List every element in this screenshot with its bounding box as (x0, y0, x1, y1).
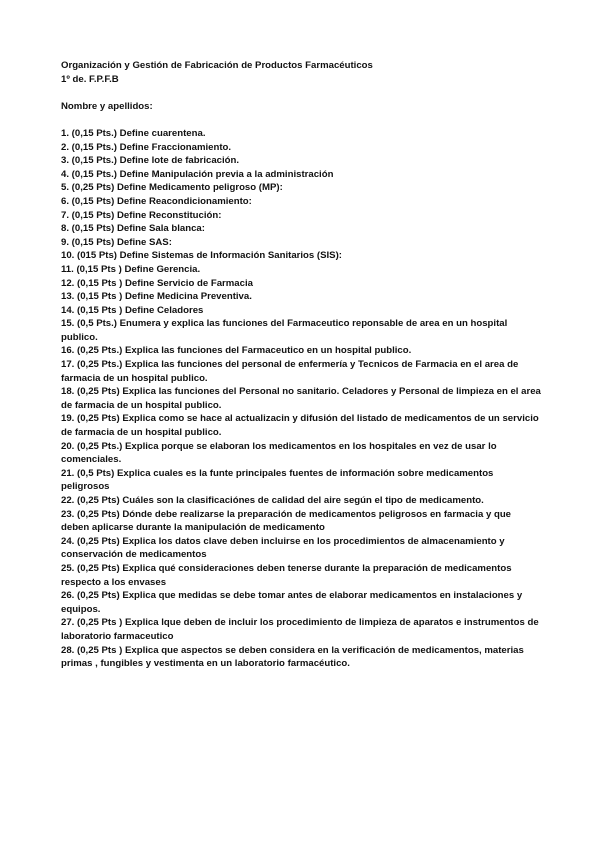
exam-page (61, 59, 541, 671)
question-28: 28. (0,25 Pts ) Explica que aspectos se deben considera en la verificación de medicamentos, materias primas , fungibles y vestimenta en un laboratorio farmacéutico. (61, 644, 524, 670)
document-title: Organización y Gestión de Fabricación de Productos Farmacéuticos (61, 60, 373, 71)
question-27: 27. (0,25 Pts ) Explica lque deben de incluir los procedimiento de limpieza de aparatos e instrumentos de laboratorio farmaceutico (61, 617, 539, 642)
question-11: 11. (0,15 Pts ) Define Gerencia. (61, 263, 201, 275)
question-7: 7. (0,15 Pts) Define Reconstitución: (61, 209, 222, 221)
question-22: 22. (0,25 Pts) Cuáles son la clasificaciónes de calidad del aire según el tipo de medicamento. (61, 495, 484, 506)
question-9: 9. (0,15 Pts) Define SAS: (61, 236, 172, 248)
question-26: 26. (0,25 Pts) Explica que medidas se debe tomar antes de elaborar medicamentos en instalaciones y equipos. (61, 590, 523, 615)
question-14: 14. (0,15 Pts ) Define Celadores (61, 304, 204, 316)
question-23: 23. (0,25 Pts) Dónde debe realizarse la preparación de medicamentos peligrosos en farmacia y que deben aplicarse durante la manipulación de medicamento (61, 508, 512, 534)
question-6: 6. (0,15 Pts) Define Reacondicionamiento: (61, 195, 252, 207)
question-8: 8. (0,15 Pts) Define Sala blanca: (61, 223, 205, 235)
question-list (61, 127, 541, 671)
question-4: 4. (0,15 Pts.) Define Manipulación previa a la administración (61, 168, 334, 180)
course-label: 1º de. F.P.F.B (61, 73, 119, 85)
spacer (61, 113, 541, 127)
question-1: 1. (0,15 Pts.) Define cuarentena. (61, 127, 206, 139)
question-19: 19. (0,25 Pts) Explica como se hace al actualizacin y difusión del listado de medicamentos de un servicio de farmacia de un hospital publico. (61, 413, 539, 439)
question-16: 16. (0,25 Pts.) Explica las funciones del Farmaceutico en un hospital publico. (61, 345, 412, 357)
name-label: Nombre y apellidos: (61, 100, 153, 112)
question-21: 21. (0,5 Pts) Explica cuales es la funte principales fuentes de información sobre medicamentos peligrosos (61, 467, 494, 493)
question-15: 15. (0,5 Pts.) Enumera y explica las funciones del Farmaceutico reponsable de area en un hospital publico. (61, 318, 508, 343)
question-17: 17. (0,25 Pts.) Explica las funciones del personal de enfermería y Tecnicos de Farmacia en el area de farmacia de un hospital publico. (61, 359, 519, 384)
question-24: 24. (0,25 Pts) Explica los datos clave deben incluirse en los procedimientos de almacenamiento y conservación de medicamentos (61, 535, 505, 561)
question-3: 3. (0,15 Pts.) Define lote de fabricación. (61, 155, 240, 167)
question-18: 18. (0,25 Pts) Explica las funciones del Personal no sanitario. Celadores y Personal de limpieza en el area de farmacia de un hospital publico. (61, 386, 541, 411)
question-2: 2. (0,15 Pts.) Define Fraccionamiento. (61, 141, 232, 153)
spacer (61, 86, 541, 100)
question-12: 12. (0,15 Pts ) Define Servicio de Farmacia (61, 277, 253, 289)
question-20: 20. (0,25 Pts.) Explica porque se elaboran los medicamentos en los hospitales en vez de usar lo comenciales. (61, 440, 497, 466)
question-25: 25. (0,25 Pts) Explica qué consideraciones deben tenerse durante la preparación de medicamentos respecto a los envases (61, 562, 512, 588)
question-13: 13. (0,15 Pts ) Define Medicina Preventiva. (61, 291, 252, 303)
question-10: 10. (015 Pts) Define Sistemas de Información Sanitarios (SIS): (61, 250, 342, 262)
question-5: 5. (0,25 Pts) Define Medicamento peligroso (MP): (61, 182, 283, 194)
